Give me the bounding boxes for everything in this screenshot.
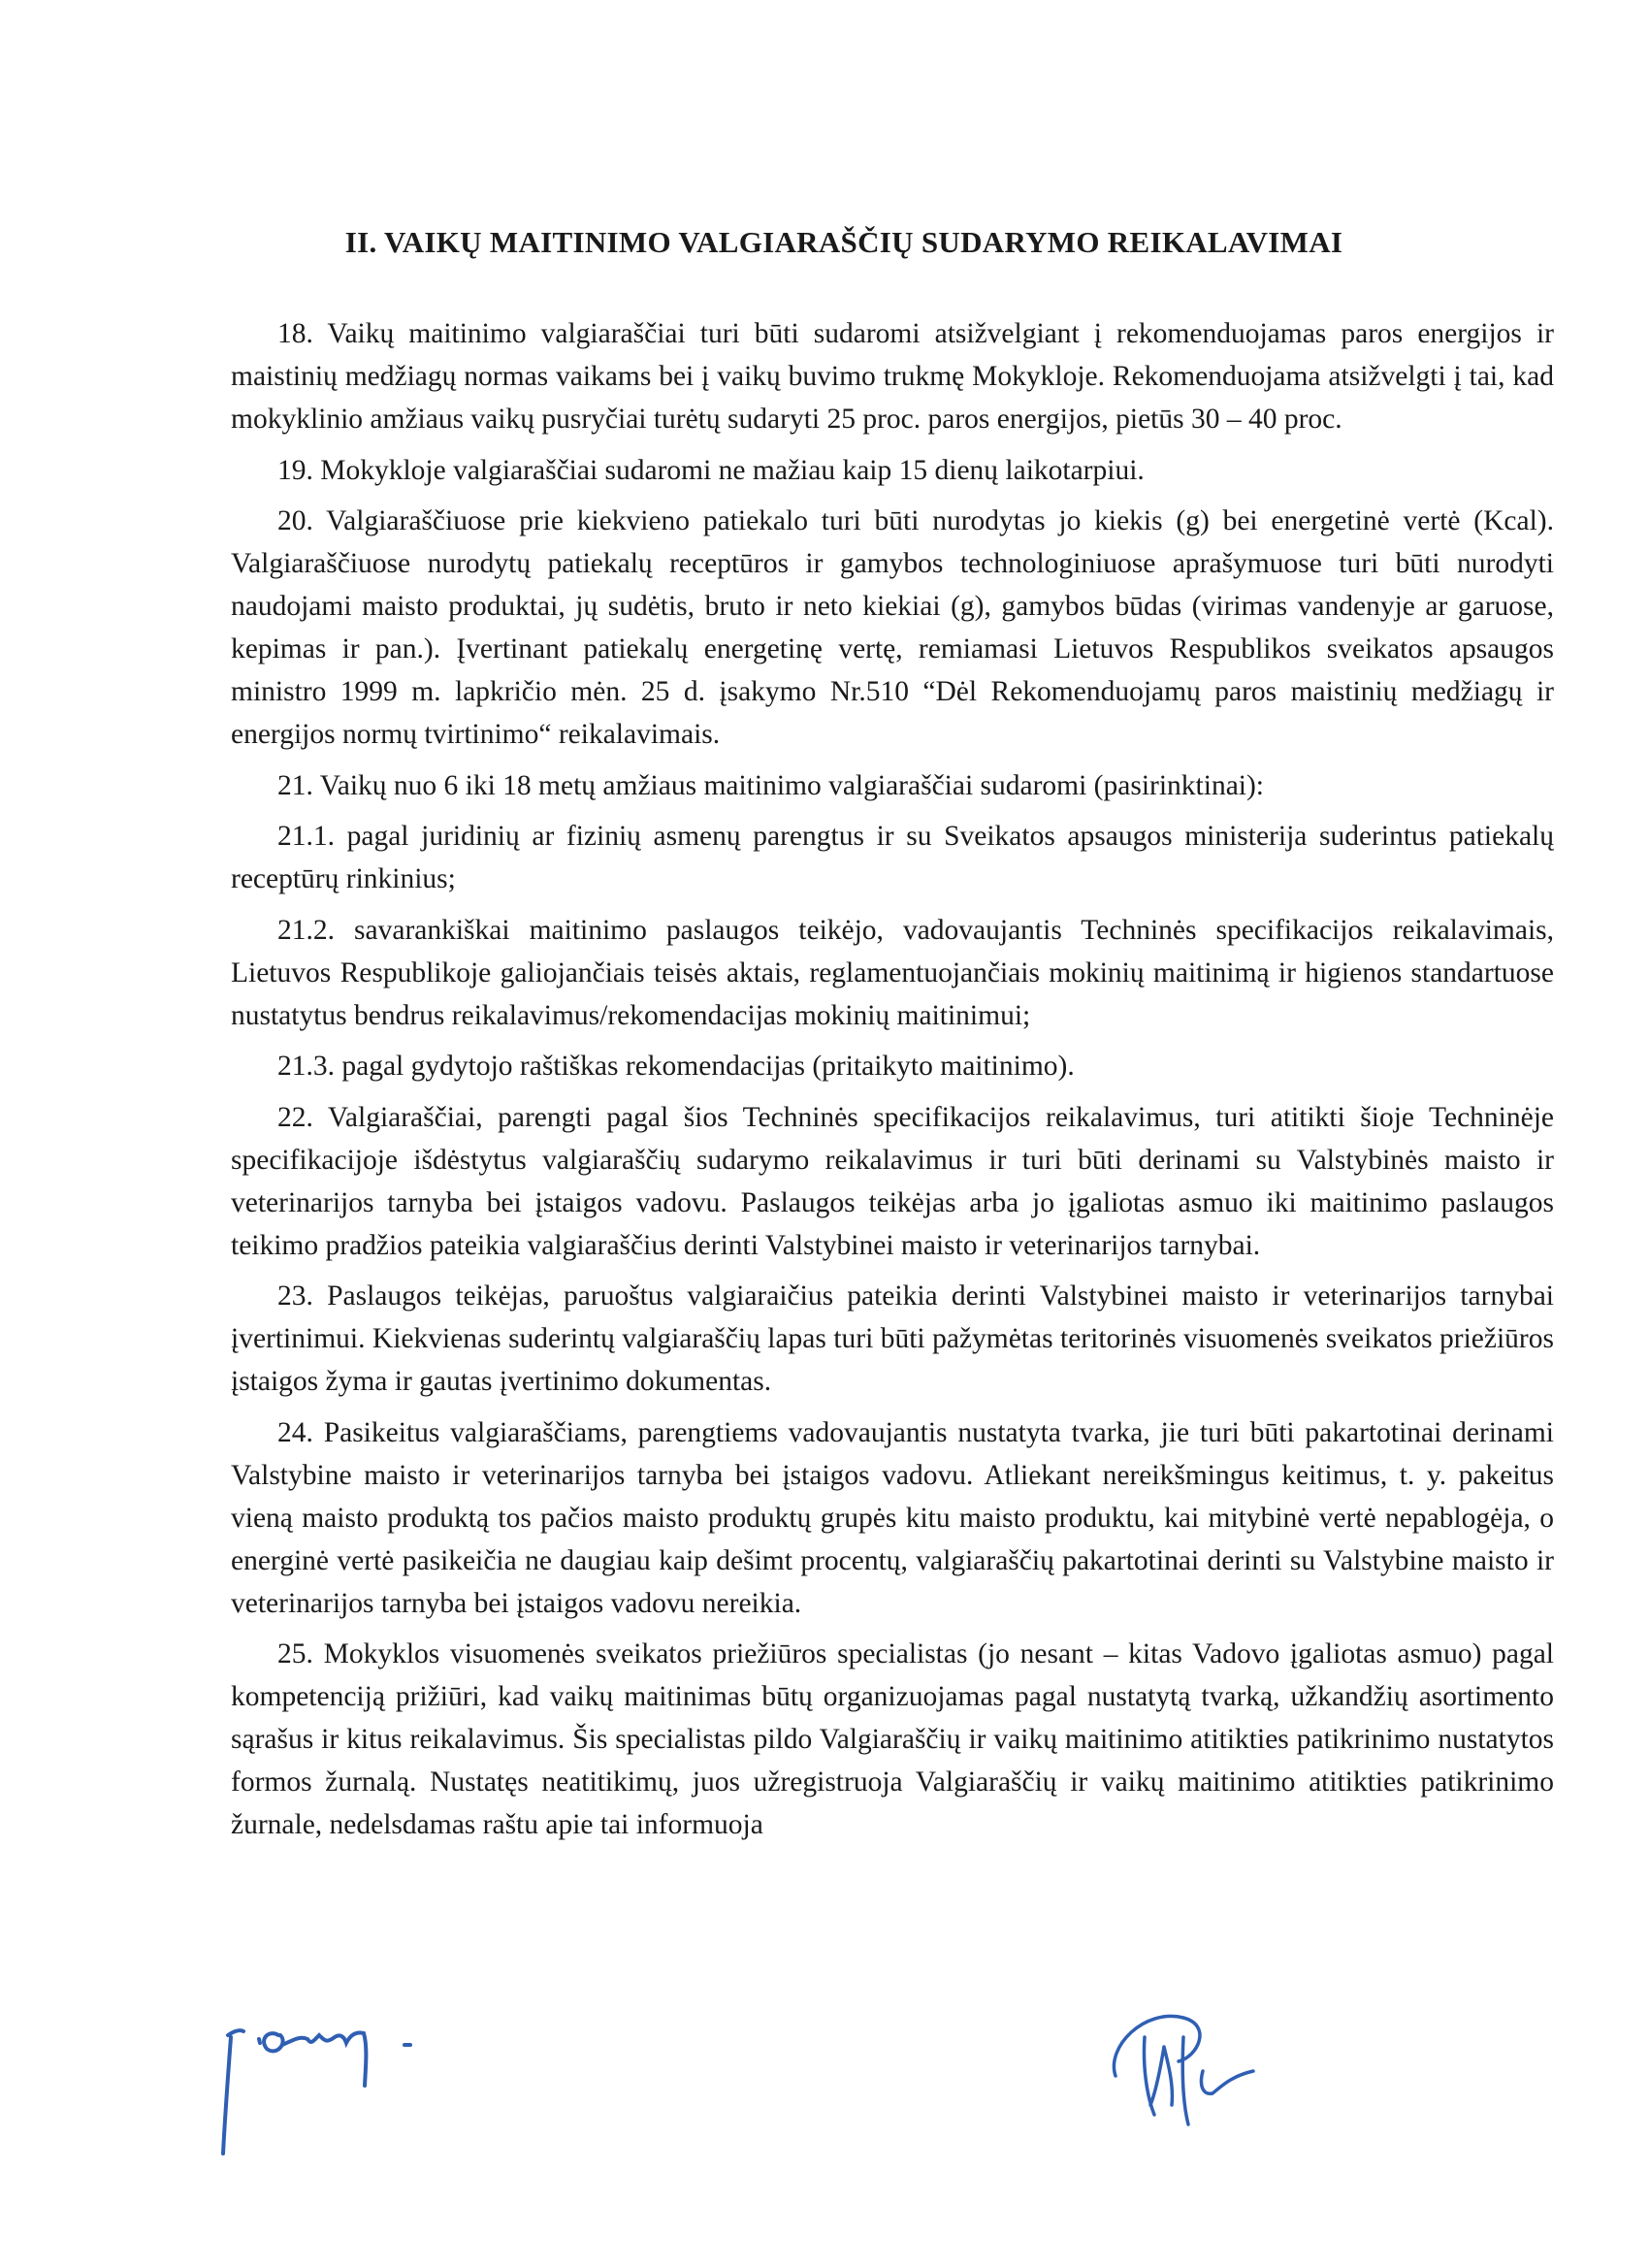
paragraph-21: 21. Vaikų nuo 6 iki 18 metų amžiaus maitinimo valgiaraščiai sudaromi (pasirinktinai):: [277, 769, 1265, 801]
paragraph-21-2: 21.2. savarankiškai maitinimo paslaugos teikėjo, vadovaujantis Techninės specifikacijos reikalavimais, Lietuvos Respublikoje galiojančiais teisės aktais, reglamentuojančiais mokinių maitinimą ir higienos standartuose nustatytus bendrus reikalavimus/rekomendacijas mokinių maitinimui;: [231, 914, 1554, 1031]
paragraph-21-1: 21.1. pagal juridinių ar fizinių asmenų parengtus ir su Sveikatos apsaugos ministerija suderintus patiekalų receptūrų rinkinius;: [231, 821, 1554, 894]
paragraph-21-3: 21.3. pagal gydytojo raštiškas rekomendacijas (pritaikyto maitinimo).: [277, 1051, 1075, 1082]
paragraph-25: 25. Mokyklos visuomenės sveikatos priežiūros specialistas (jo nesant – kitas Vadovo įgaliotas asmuo) pagal kompetenciją prižiūri, kad vaikų maitinimas būtų organizuojamas pagal nustatytą tvarką, užkandžių asortimento sąrašus ir kitus reikalavimus. Šis specialistas pildo Valgiaraščių ir vaikų maitinimo atitikties patikrinimo nustatytos formos žurnalą. Nustatęs neatitikimų, juos užregistruoja Valgiaraščių ir vaikų maitinimo atitikties patikrinimo žurnale, nedelsdamas raštu apie tai informuoja: [231, 1638, 1554, 1840]
paragraph-19: 19. Mokykloje valgiaraščiai sudaromi ne mažiau kaip 15 dienų laikotarpiui.: [277, 454, 1145, 486]
paragraph-24: 24. Pasikeitus valgiaraščiams, parengtiems vadovaujantis nustatyta tvarka, jie turi būti pakartotinai derinami Valstybine maisto ir veterinarijos tarnyba bei įstaigos vadovu. Atliekant nereikšmingus keitimus, t. y. pakeitus vieną maisto produktą tos pačios maisto produktų grupės kitu maisto produktu, kai mitybinė vertė nepablogėja, o energinė vertė pasikeičia ne daugiau kaip dešimt procentų, valgiaraščių pakartotinai derinti su Valstybine maisto ir veterinarijos tarnyba bei įstaigos vadovu nereikia.: [231, 1416, 1554, 1619]
paragraph-18: 18. Vaikų maitinimo valgiaraščiai turi būti sudaromi atsižvelgiant į rekomenduojamas paros energijos ir maistinių medžiagų normas vaikams bei į vaikų buvimo trukmę Mokykloje. Rekomenduojama atsižvelgti į tai, kad mokyklinio amžiaus vaikų pusryčiai turėtų sudaryti 25 proc. paros energijos, pietūs 30 – 40 proc.: [231, 318, 1554, 435]
paragraph-23: 23. Paslaugos teikėjas, paruoštus valgiaraičius pateikia derinti Valstybinei maisto ir veterinarijos tarnybai įvertinimui. Kiekvienas suderintų valgiaraščių lapas turi būti pažymėtas teritorinės visuomenės sveikatos priežiūros įstaigos žyma ir gautas įvertinimo dokumentas.: [231, 1280, 1554, 1397]
paragraph-20: 20. Valgiaraščiuose prie kiekvieno patiekalo turi būti nurodytas jo kiekis (g) bei energetinė vertė (Kcal). Valgiaraščiuose nurodytų patiekalų receptūros ir gamybos technologiniuose aprašymuose turi būti nurodyti naudojami maisto produktai, jų sudėtis, bruto ir neto kiekiai (g), gamybos būdas (virimas vandenyje ar garuose, kepimas ir pan.). Įvertinant patiekalų energetinę vertę, remiamasi Lietuvos Respublikos sveikatos apsaugos ministro 1999 m. lapkričio mėn. 25 d. įsakymo Nr.510 “Dėl Rekomenduojamų paros maistinių medžiagų ir energijos normų tvirtinimo“ reikalavimais.: [231, 505, 1554, 750]
paragraph-22: 22. Valgiaraščiai, parengti pagal šios Techninės specifikacijos reikalavimus, turi atitikti šioje Techninėje specifikacijoje išdėstytus valgiaraščių sudarymo reikalavimus ir turi būti derinami su Valstybinės maisto ir veterinarijos tarnyba bei įstaigos vadovu. Paslaugos teikėjas arba jo įgaliotas asmuo iki maitinimo paslaugos teikimo pradžios pateikia valgiaraščius derinti Valstybinei maisto ir veterinarijos tarnybai.: [231, 1101, 1554, 1261]
signature-left: [199, 1989, 529, 2163]
signature-right: [1086, 1979, 1339, 2144]
document-body: [231, 312, 1554, 1855]
section-title: II. VAIKŲ MAITINIMO VALGIARAŠČIŲ SUDARYMO REIKALAVIMAI: [344, 225, 1343, 259]
